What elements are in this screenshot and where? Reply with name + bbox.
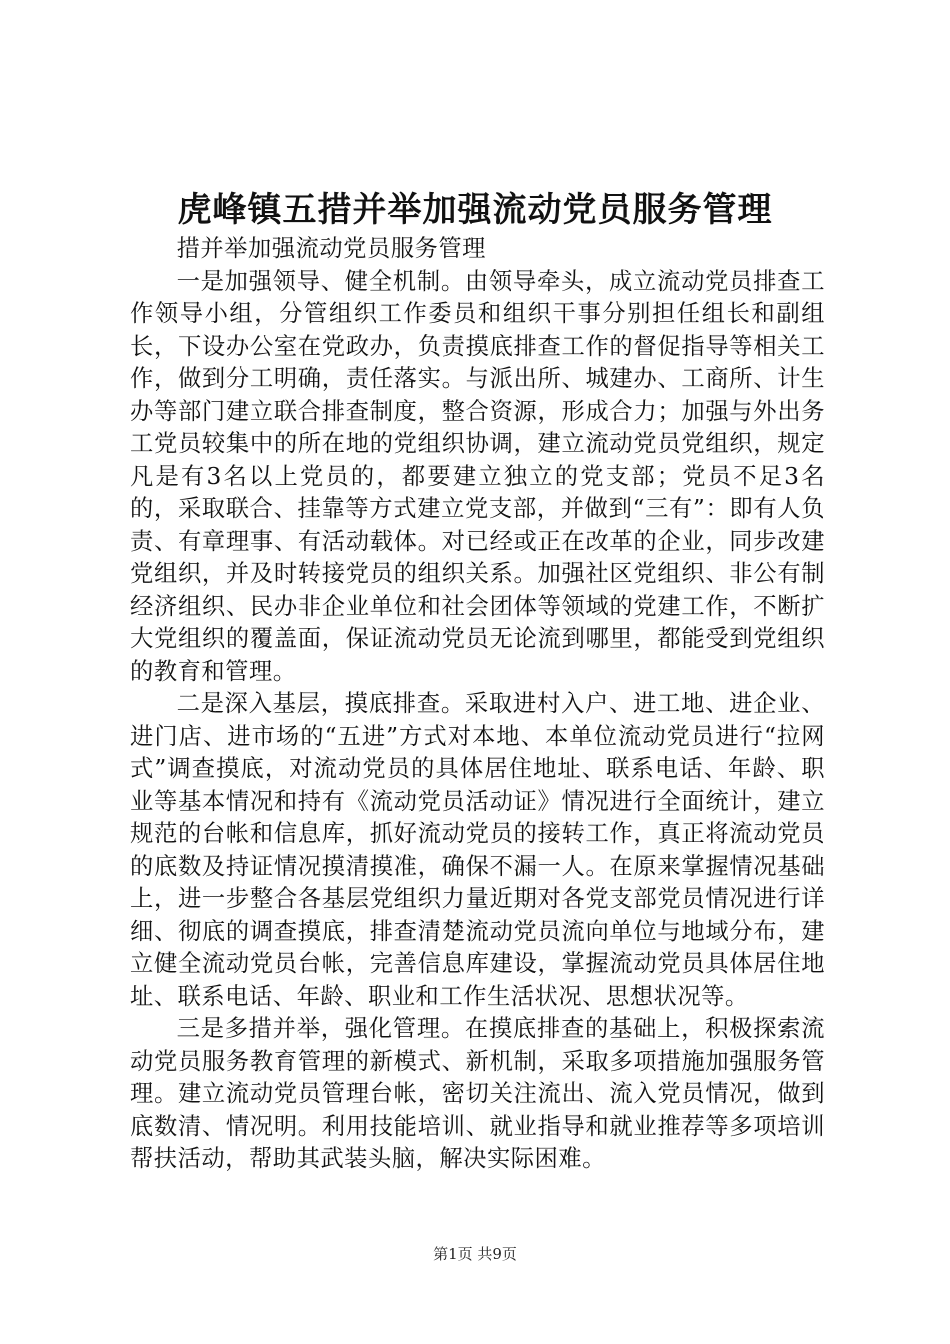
paragraph-1: 一是加强领导、健全机制。由领导牵头，成立流动党员排查工作领导小组，分管组织工作委员和组织干事分别担任组长和副组长，下设办公室在党政办，负责摸底排查工作的督促指导等相关工作，做到分工明确，责任落实。与派出所、城建办、工商所、计生办等部门建立联合排查制度，整合资源，形成合力；加强与外出务工党员较集中的所在地的党组织协调，建立流动党员党组织，规定凡是有3名以上党员的，都要建立独立的党支部；党员不足3名的，采取联合、挂靠等方式建立党支部，并做到“三有”：即有人负责、有章理事、有活动载体。对已经或正在改革的企业，同步改建党组织，并及时转接党员的组织关系。加强社区党组织、非公有制经济组织、民办非企业单位和社会团体等领域的党建工作，不断扩大党组织的覆盖面，保证流动党员无论流到哪里，都能受到党组织的教育和管理。 xyxy=(130,267,825,685)
page-footer xyxy=(0,1244,950,1264)
paragraph-3: 三是多措并举，强化管理。在摸底排查的基础上，积极探索流动党员服务教育管理的新模式、新机制，采取多项措施加强服务管理。建立流动党员管理台帐，密切关注流出、流入党员情况，做到底数清、情况明。利用技能培训、就业指导和就业推荐等多项培训帮扶活动，帮助其武装头脑，解决实际困难。 xyxy=(130,1015,825,1172)
paragraph-2: 二是深入基层，摸底排查。采取进村入户、进工地、进企业、进门店、进市场的“五进”方式对本地、本单位流动党员进行“拉网式”调查摸底，对流动党员的具体居住地址、联系电话、年龄、职业等基本情况和持有《流动党员活动证》情况进行全面统计，建立规范的台帐和信息库，抓好流动党员的接转工作，真正将流动党员的底数及持证情况摸清摸准，确保不漏一人。在原来掌握情况基础上，进一步整合各基层党组织力量近期对各党支部党员情况进行详细、彻底的调查摸底，排查清楚流动党员流向单位与地域分布，建立健全流动党员台帐，完善信息库建设，掌握流动党员具体居住地址、联系电话、年龄、职业和工作生活状况、思想状况等。 xyxy=(130,690,825,1010)
document-body xyxy=(130,233,825,1176)
page-number-text: 第1页 共9页 xyxy=(433,1245,517,1263)
document-subtitle: 措并举加强流动党员服务管理 xyxy=(176,235,486,262)
document-title: 虎峰镇五措并举加强流动党员服务管理 xyxy=(177,190,773,230)
